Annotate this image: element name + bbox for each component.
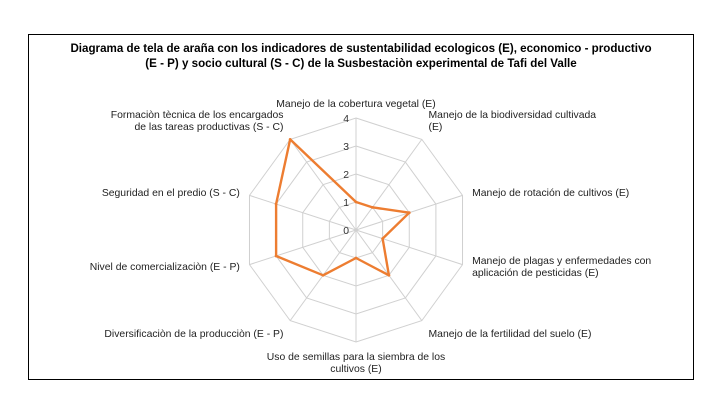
data-point-8 bbox=[275, 255, 278, 258]
axis-label-1: Manejo de la cobertura vegetal (E) bbox=[276, 99, 436, 110]
axis-label-9: Seguridad en el predio (S - C) bbox=[101, 187, 240, 199]
data-point-5 bbox=[388, 274, 391, 277]
axis-label-2: Manejo de la biodiversidad cultivada (E) bbox=[428, 109, 597, 133]
chart-title-line-1: Diagrama de tela de araña con los indicadores de sustentabilidad ecologicos (E), economico - productivo bbox=[70, 42, 652, 55]
axis-label-7: Diversificaciòn de la producciòn (E - P) bbox=[104, 329, 284, 341]
tick-label-0: 0 bbox=[343, 226, 349, 237]
axis-label-3: Manejo de rotación de cultivos (E) bbox=[472, 187, 630, 199]
data-point-6 bbox=[355, 257, 358, 260]
data-point-10 bbox=[289, 138, 292, 141]
axis-label-6: Uso de semillas para la siembra de los cultivos (E) bbox=[266, 352, 446, 375]
axis-label-10: Formaciòn tècnica de los encargados de las tareas productivas (S - C) bbox=[110, 109, 284, 133]
data-point-4 bbox=[381, 237, 384, 240]
spoke-2 bbox=[356, 139, 422, 230]
chart-title-line-2: (E - P) y socio cultural (S - C) de la Susbestaciòn experimental de Tafi del Valle bbox=[145, 57, 577, 70]
tick-label-2: 2 bbox=[343, 170, 349, 181]
tick-label-4: 4 bbox=[343, 114, 349, 125]
data-point-1 bbox=[355, 201, 358, 204]
data-point-2 bbox=[371, 206, 374, 209]
data-point-9 bbox=[275, 203, 278, 206]
tick-label-3: 3 bbox=[343, 142, 349, 153]
tick-label-1: 1 bbox=[343, 198, 349, 209]
data-point-3 bbox=[408, 211, 411, 214]
axis-label-4: Manejo de plagas y enfermedades con aplicación de pesticidas (E) bbox=[472, 256, 652, 280]
axis-label-5: Manejo de la fertilidad del suelo (E) bbox=[428, 329, 592, 341]
data-point-7 bbox=[322, 274, 325, 277]
axis-label-8: Nivel de comercializaciòn (E - P) bbox=[89, 262, 240, 274]
